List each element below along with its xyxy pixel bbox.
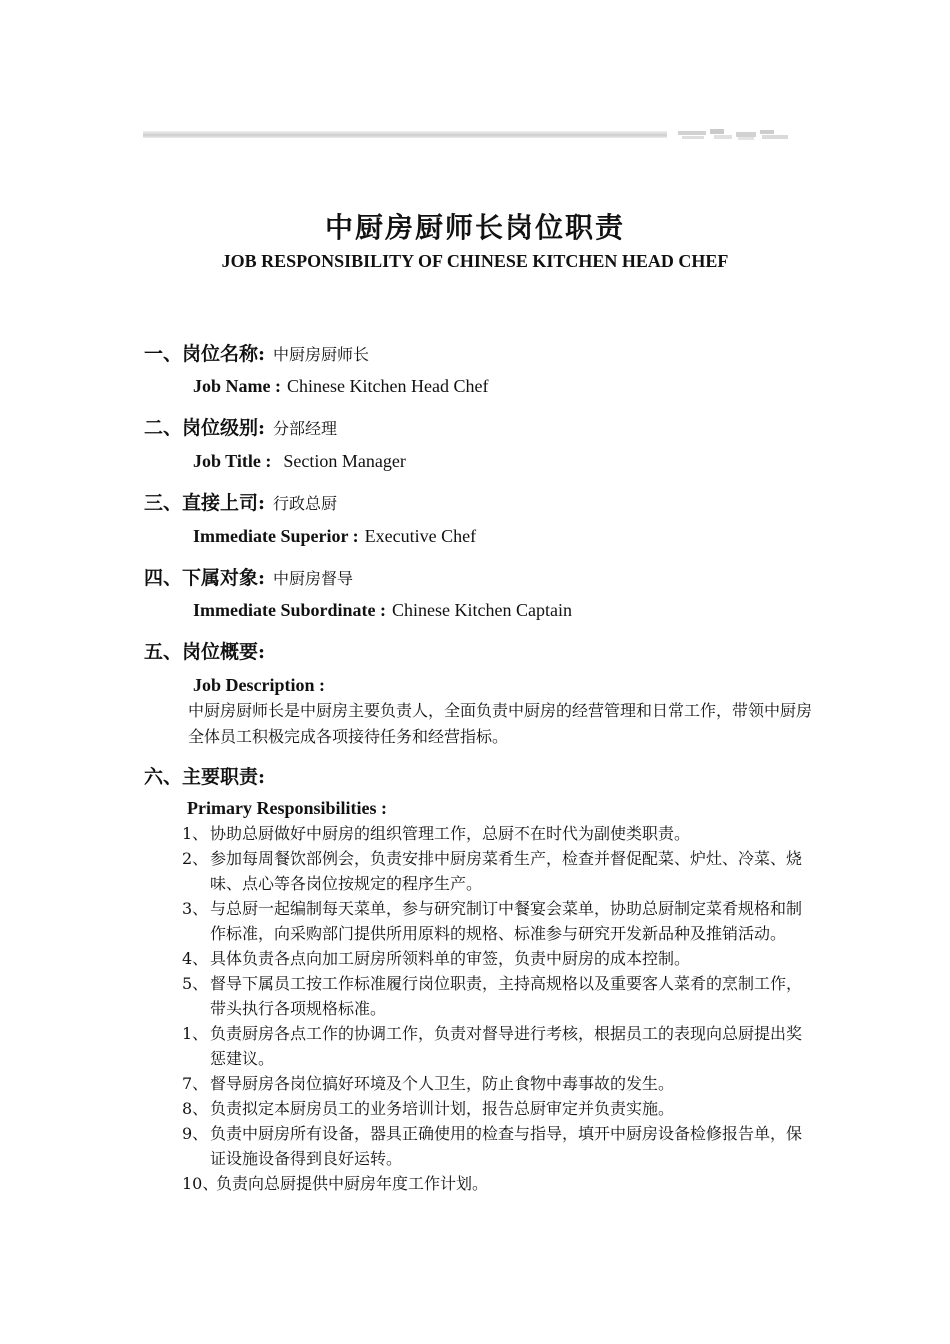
item-number: 10、 (182, 1174, 219, 1193)
list-item (182, 946, 812, 971)
section-number: 四、 (144, 567, 183, 589)
section-colon: : (258, 492, 266, 514)
item-text: 督导厨房各岗位搞好环境及个人卫生，防止食物中毒事故的发生。 (210, 1074, 675, 1093)
en-key: Immediate Subordinate : (193, 600, 386, 620)
en-key: Job Description : (193, 675, 325, 695)
item-number: 1、 (182, 1024, 209, 1043)
item-text: 与总厨一起编制每天菜单，参与研究制订中餐宴会菜单，协助总厨制定菜肴规格和制作标准，向采购部门提供所用原料的规格、标准参与研究开发新品种及推销活动。 (210, 899, 803, 943)
section-number: 一、 (144, 343, 183, 365)
section-job-title (144, 413, 337, 440)
section-job-name-en (193, 376, 488, 397)
list-item (182, 1021, 812, 1071)
header-rule (143, 131, 667, 138)
section-label: 直接上司 (182, 492, 259, 514)
header-mark (678, 129, 790, 141)
document-title: 中厨房厨师长岗位职责 (324, 211, 625, 244)
list-item (182, 1071, 812, 1096)
item-text: 督导下属员工按工作标准履行岗位职责，主持高规格以及重要客人菜肴的烹制工作，带头执行各项规格标准。 (210, 974, 803, 1018)
header-band (143, 129, 789, 141)
job-description-text: 中厨房厨师长是中厨房主要负责人，全面负责中厨房的经营管理和日常工作，带领中厨房全体员工积极完成各项接待任务和经营指标。 (188, 701, 813, 746)
section-colon: : (258, 343, 266, 365)
list-item (182, 1096, 812, 1121)
item-number: 5、 (182, 974, 209, 993)
section-immediate-subordinate-en (193, 600, 572, 621)
section-label: 岗位级别 (182, 417, 259, 439)
item-text: 协助总厨做好中厨房的组织管理工作，总厨不在时代为副使类职责。 (210, 824, 691, 843)
section-immediate-subordinate (144, 563, 353, 590)
item-number: 7、 (182, 1074, 209, 1093)
section-colon: : (258, 641, 266, 663)
section-value: 中厨房厨师长 (273, 345, 370, 364)
item-text: 具体负责各点向加工厨房所领料单的审签，负责中厨房的成本控制。 (210, 949, 691, 968)
en-value: Section Manager (283, 451, 406, 471)
section-job-description (144, 637, 265, 664)
section-colon: : (258, 766, 266, 788)
list-item (182, 1171, 812, 1196)
list-item (182, 896, 812, 946)
section-number: 五、 (144, 641, 183, 663)
section-value: 中厨房督导 (273, 569, 354, 588)
en-value: Chinese Kitchen Captain (392, 600, 572, 620)
item-text: 负责中厨房所有设备，器具正确使用的检查与指导，填开中厨房设备检修报告单，保证设施设备得到良好运转。 (210, 1124, 803, 1168)
section-job-name (144, 339, 369, 366)
section-number: 三、 (144, 492, 183, 514)
list-item (182, 971, 812, 1021)
section-job-title-en (193, 451, 406, 472)
list-item (182, 1121, 812, 1171)
item-text: 负责厨房各点工作的协调工作，负责对督导进行考核，根据员工的表现向总厨提出奖惩建议。 (210, 1024, 803, 1068)
item-number: 2、 (182, 849, 209, 868)
list-item (182, 846, 812, 896)
section-number: 二、 (144, 417, 183, 439)
section-immediate-superior (144, 488, 337, 515)
section-value: 行政总厨 (273, 494, 338, 513)
section-job-description-en (193, 675, 325, 696)
section-label: 岗位概要 (182, 641, 259, 663)
item-number: 9、 (182, 1124, 209, 1143)
primary-responsibilities-en: Primary Responsibilities : (187, 798, 387, 818)
item-number: 4、 (182, 949, 209, 968)
section-label: 主要职责 (182, 766, 259, 788)
section-primary-responsibilities (144, 762, 265, 789)
section-label: 下属对象 (182, 567, 259, 589)
en-value: Chinese Kitchen Head Chef (287, 376, 489, 396)
item-text: 负责拟定本厨房员工的业务培训计划，报告总厨审定并负责实施。 (210, 1099, 675, 1118)
item-number: 3、 (182, 899, 209, 918)
section-immediate-superior-en (193, 526, 476, 547)
section-colon: : (258, 567, 266, 589)
item-number: 8、 (182, 1099, 209, 1118)
en-key: Immediate Superior : (193, 526, 359, 546)
responsibilities-list (182, 821, 812, 1196)
document-subtitle: JOB RESPONSIBILITY OF CHINESE KITCHEN HEAD CHEF (221, 251, 729, 271)
section-number: 六、 (144, 766, 183, 788)
item-text: 负责向总厨提供中厨房年度工作计划。 (216, 1174, 489, 1193)
en-value: Executive Chef (364, 526, 477, 546)
en-key: Job Title : (193, 451, 272, 471)
section-colon: : (258, 417, 266, 439)
en-key: Job Name : (193, 376, 281, 396)
section-value: 分部经理 (273, 419, 338, 438)
section-label: 岗位名称 (182, 343, 259, 365)
list-item (182, 821, 812, 846)
item-text: 参加每周餐饮部例会，负责安排中厨房菜肴生产，检查并督促配菜、炉灶、冷菜、烧味、点心等各岗位按规定的程序生产。 (210, 849, 803, 893)
item-number: 1、 (182, 824, 209, 843)
